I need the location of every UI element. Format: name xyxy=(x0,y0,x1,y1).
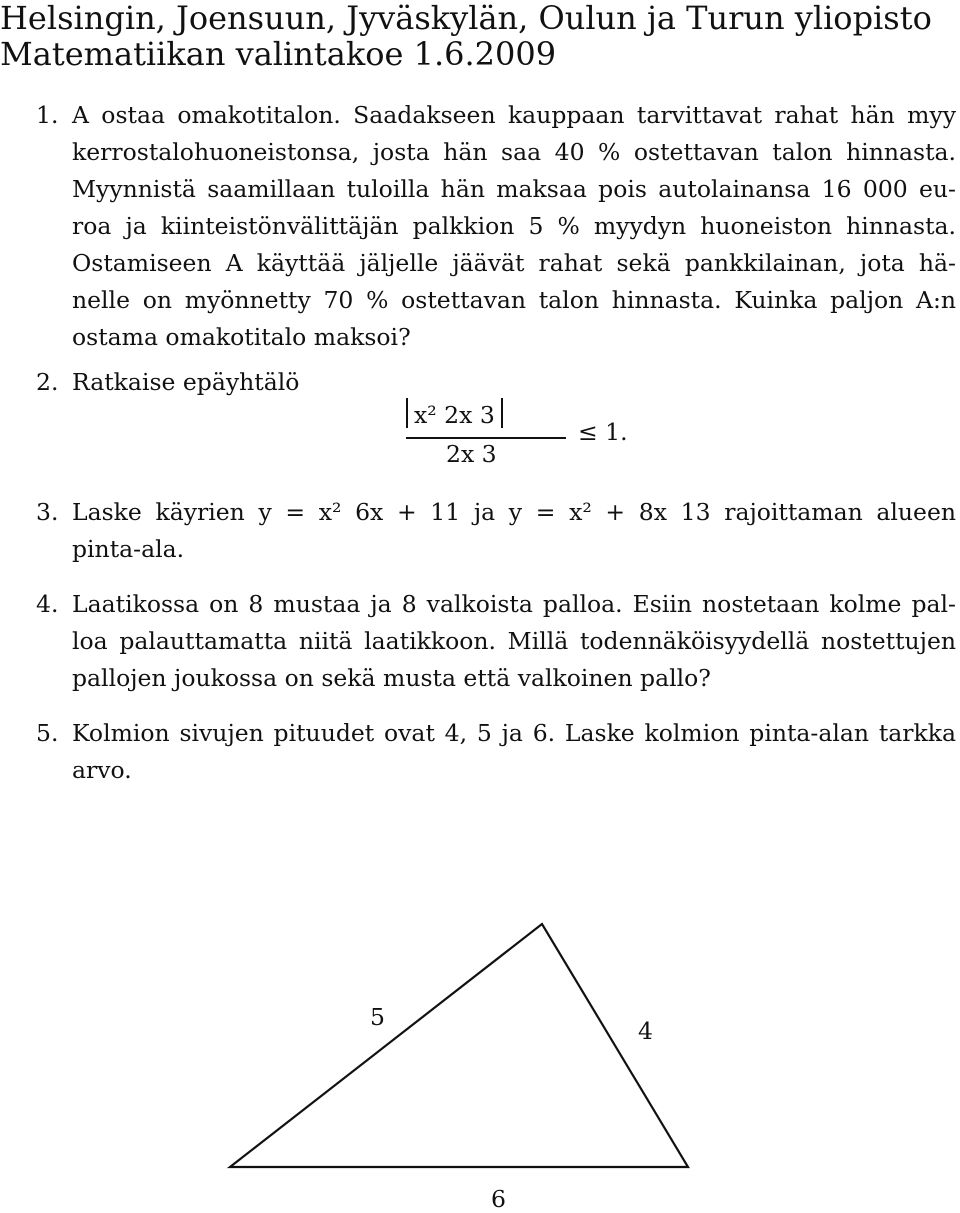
formula-denominator: 2x 3 xyxy=(446,440,497,468)
triangle-side-label-left: 5 xyxy=(370,1003,385,1031)
problem-1-line-1: A ostaa omakotitalon. Saadakseen kauppaan tarvittavat rahat hän myy xyxy=(72,101,956,129)
header-universities: Helsingin, Joensuun, Jyväskylän, Oulun ja Turun yliopisto xyxy=(0,0,932,37)
problem-5-line-1: Kolmion sivujen pituudet ovat 4, 5 ja 6. Laske kolmion pinta-alan tarkka xyxy=(72,719,956,747)
problem-2-number: 2. xyxy=(36,368,59,396)
triangle-side-label-bottom: 6 xyxy=(491,1185,506,1213)
problem-1-line-2: kerrostalohuoneistonsa, josta hän saa 40 % ostettavan talon hinnasta. xyxy=(72,138,956,166)
problem-3-line-2: pinta-ala. xyxy=(72,535,185,563)
problem-2-line-1: Ratkaise epäyhtälö xyxy=(72,368,300,396)
problem-1-line-6: nelle on myönnetty 70 % ostettavan talon hinnasta. Kuinka paljon A:n xyxy=(72,286,956,314)
problem-3-number: 3. xyxy=(36,498,59,526)
triangle-side-label-right: 4 xyxy=(638,1017,653,1045)
problem-4-line-2: loa palauttamatta niitä laatikkoon. Millä todennäköisyydellä nostettujen xyxy=(72,627,956,655)
header-exam-title: Matematiikan valintakoe 1.6.2009 xyxy=(0,35,557,73)
problem-1-line-7: ostama omakotitalo maksoi? xyxy=(72,323,411,351)
problem-1-number: 1. xyxy=(36,101,59,129)
problem-1-line-3: Myynnistä saamillaan tuloilla hän maksaa pois autolainansa 16 000 eu- xyxy=(72,175,956,203)
triangle-shape xyxy=(230,924,688,1167)
problem-4-line-3: pallojen joukossa on sekä musta että valkoinen pallo? xyxy=(72,664,711,692)
formula-numerator-text: x² 2x 3 xyxy=(414,401,495,429)
formula-relation: ≤ 1. xyxy=(578,418,628,446)
problem-5-number: 5. xyxy=(36,719,59,747)
problem-5-line-2: arvo. xyxy=(72,756,132,784)
problem-1-line-4: roa ja kiinteistönvälittäjän palkkion 5 % myydyn huoneiston hinnasta. xyxy=(72,212,956,240)
problem-3-line-1: Laske käyrien y = x² 6x + 11 ja y = x² + 8x 13 rajoittaman alueen xyxy=(72,498,956,526)
problem-4-number: 4. xyxy=(36,590,59,618)
problem-4-line-1: Laatikossa on 8 mustaa ja 8 valkoista palloa. Esiin nostetaan kolme pal- xyxy=(72,590,956,618)
problem-1-line-5: Ostamiseen A käyttää jäljelle jäävät rahat sekä pankkilainan, jota hä- xyxy=(72,249,956,277)
